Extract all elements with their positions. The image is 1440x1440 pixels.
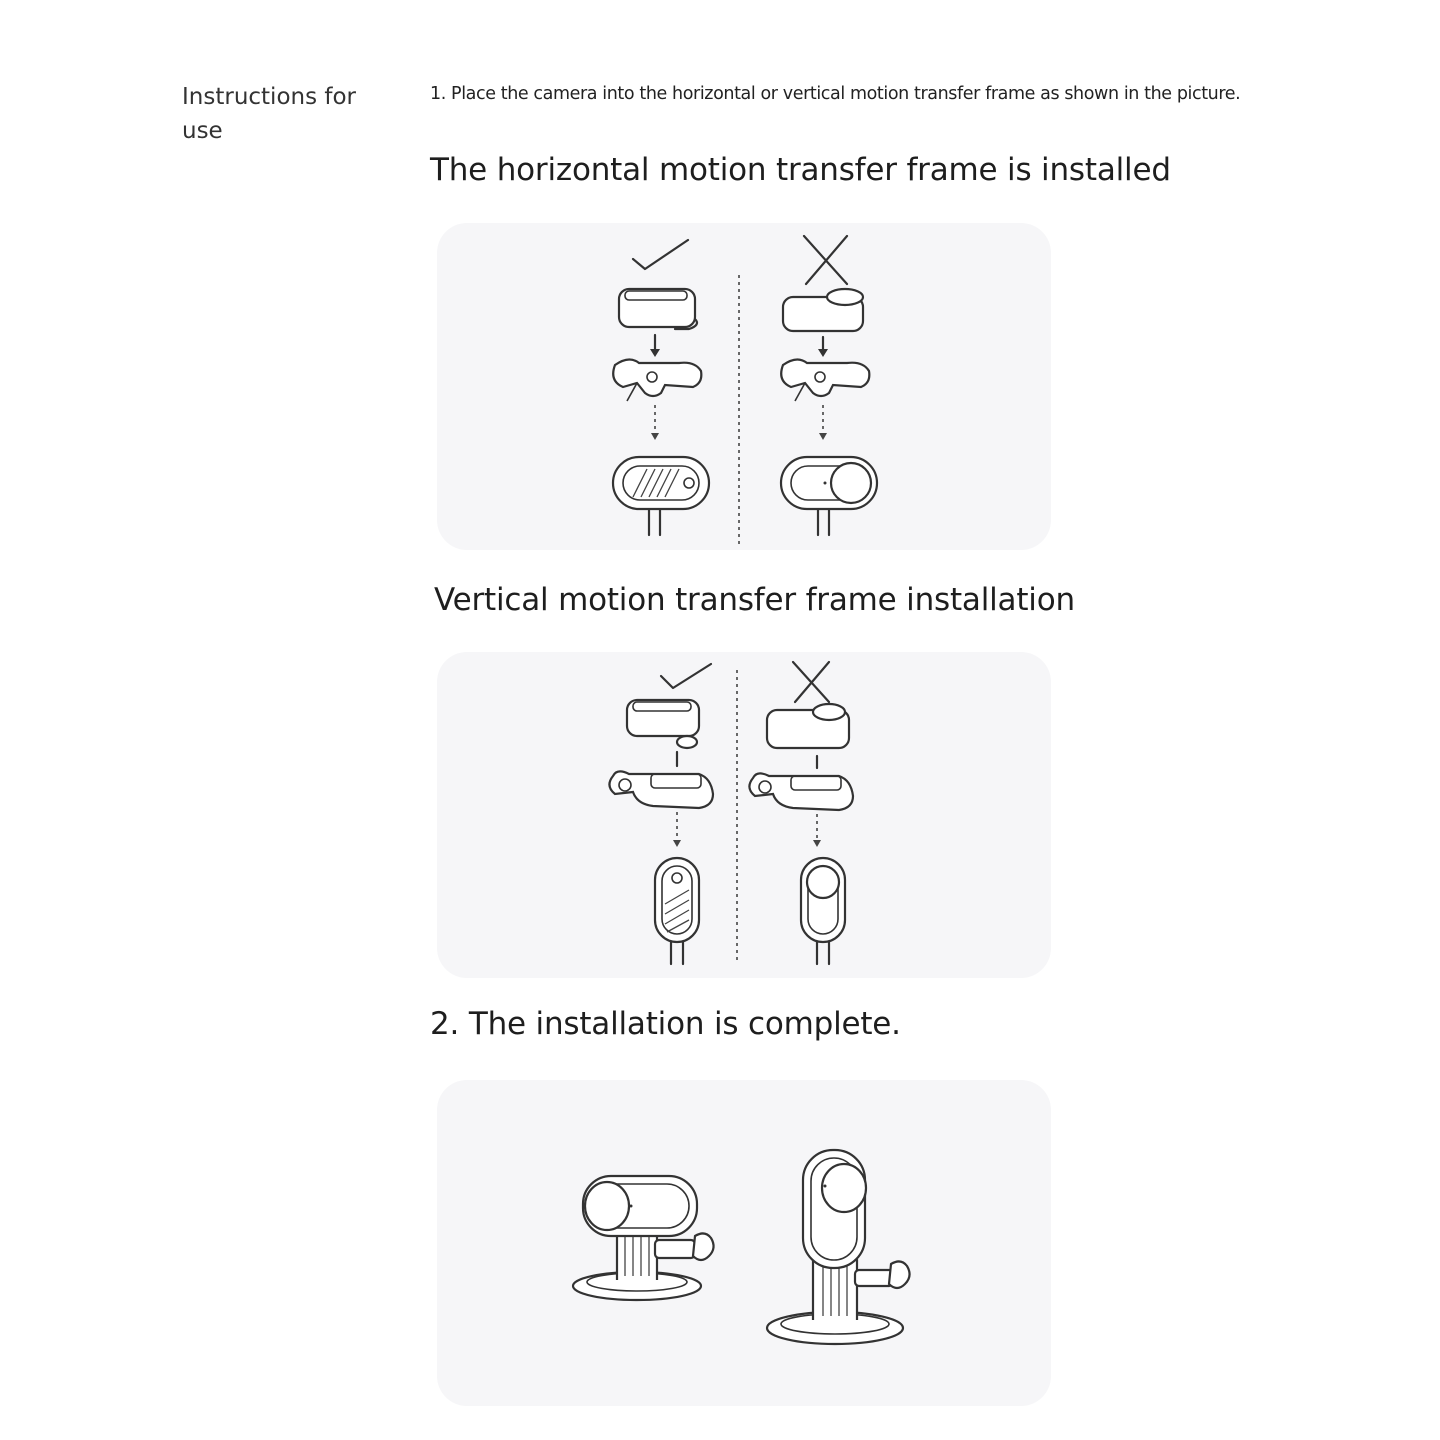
dashed-arrow-head-3	[673, 840, 681, 847]
vertical-install-diagram	[437, 652, 1051, 978]
x-mark-icon	[804, 236, 847, 284]
camera-lens-in-frame-wrong	[781, 457, 877, 535]
motion-frame-vertical-correct	[609, 771, 713, 808]
camera-side-view-wrong	[767, 704, 849, 748]
motion-frame-vertical-wrong	[749, 773, 853, 810]
solid-arrow	[650, 335, 660, 357]
instructions-label	[182, 80, 382, 148]
x-mark-icon-2	[793, 662, 829, 702]
camera-side-view-correct	[627, 700, 699, 748]
check-mark-icon	[633, 240, 688, 269]
installation-complete-diagram	[437, 1080, 1051, 1406]
instructions-label-line1: Instructions for	[182, 84, 357, 110]
vertical-frame-heading: Vertical motion transfer frame installation	[434, 582, 1075, 618]
vertical-mount-assembled	[767, 1150, 910, 1344]
motion-frame-horizontal-correct	[613, 359, 701, 401]
camera-lens-vertical-wrong	[801, 858, 845, 964]
step-2-heading: 2. The installation is complete.	[430, 1006, 901, 1042]
horizontal-mount-assembled	[573, 1176, 714, 1300]
motion-frame-horizontal-wrong	[781, 359, 869, 401]
camera-back-vertical-correct	[655, 858, 699, 964]
installation-complete-illustration	[437, 1080, 1051, 1406]
camera-top-view-wrong	[783, 289, 863, 331]
horizontal-frame-heading: The horizontal motion transfer frame is installed	[430, 152, 1171, 188]
step-1-text: 1. Place the camera into the horizontal or vertical motion transfer frame as shown in the picture.	[430, 84, 1241, 104]
dashed-arrow-head-2	[819, 433, 827, 440]
check-mark-icon-2	[661, 664, 711, 688]
camera-top-view-correct	[619, 289, 697, 329]
dashed-arrow-head	[651, 433, 659, 440]
solid-arrow-2	[818, 337, 828, 357]
instructions-label-line2: use	[182, 118, 223, 144]
vertical-install-illustration	[437, 652, 1051, 978]
horizontal-install-illustration	[437, 223, 1051, 550]
camera-back-in-frame-correct	[613, 457, 709, 535]
horizontal-install-diagram	[437, 223, 1051, 550]
dashed-arrow-head-4	[813, 840, 821, 847]
